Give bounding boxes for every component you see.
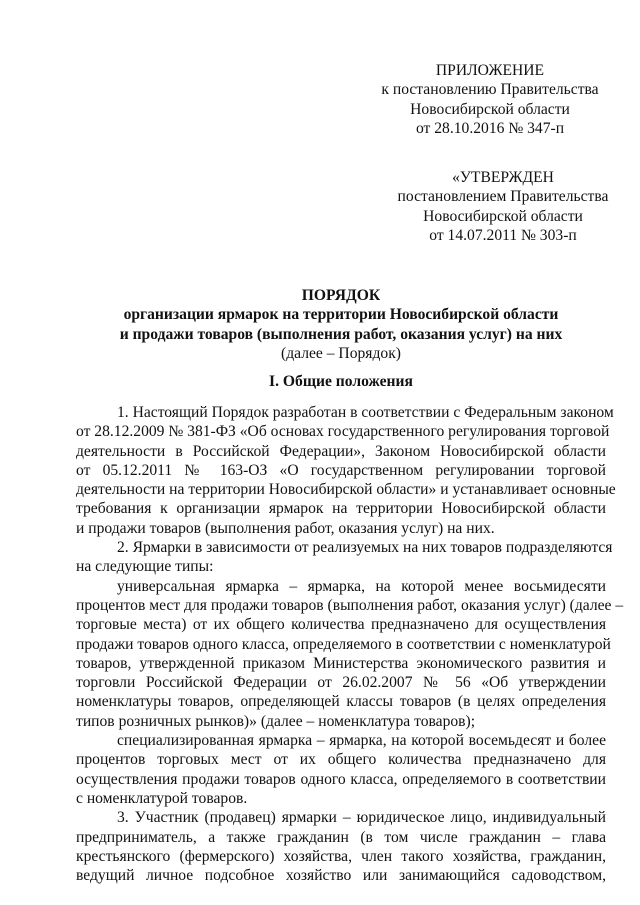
body-line: универсальная ярмарка – ярмарка, на которой менее восьмидесяти: [117, 577, 606, 595]
body-line: крестьянского (фермерского) хозяйства, член такого хозяйства, гражданин,: [76, 847, 606, 865]
appendix-title: ПРИЛОЖЕНИЕ: [435, 62, 545, 79]
document-heading: ПОРЯДОК: [301, 287, 381, 304]
body-line: ведущий личное подсобное хозяйство или занимающийся садоводством,: [76, 867, 606, 885]
approval-date-number: от 14.07.2011 № 303-п: [429, 226, 577, 244]
body-line: 1. Настоящий Порядок разработан в соответствии с Федеральным законом: [117, 404, 614, 421]
body-line: процентов мест для продажи товаров (выполнения работ, оказания услуг) (далее –: [76, 596, 624, 614]
body-line: предприниматель, а также гражданин (в том числе гражданин – глава: [76, 828, 606, 846]
body-line: и продажи товаров (выполнения работ, оказания услуг) на них.: [76, 519, 495, 537]
document-short-name: (далее – Порядок): [281, 344, 401, 362]
body-line: требования к организации ярмарок на территории Новосибирской области: [76, 500, 606, 518]
body-line: деятельности в Российской Федерации», Законом Новосибирской области: [76, 442, 606, 460]
body-line: деятельности на территории Новосибирской области» и устанавливает основные: [76, 481, 616, 499]
document-title-block: [76, 286, 606, 363]
body-line: типов розничных рынков)» (далее – номенклатура товаров);: [76, 712, 476, 730]
body-line: торговые места) от их общего количества предназначено для осуществления: [76, 616, 606, 634]
approval-stamp-block: [380, 168, 626, 245]
document-subtitle: и продажи товаров (выполнения работ, оказания услуг) на них: [119, 325, 563, 343]
body-line: от 05.12.2011 № 163-ОЗ «О государственном регулировании торговой: [76, 461, 606, 479]
body-line: от 28.12.2009 № 381-ФЗ «Об основах государственного регулирования торговой: [76, 423, 610, 441]
appendix-block: [380, 61, 600, 138]
body-text: [76, 403, 624, 885]
body-line: процентов торговых мест от их общего количества предназначено для: [76, 751, 606, 769]
approval-title: «УТВЕРЖДЕН: [452, 169, 554, 186]
appendix-date-number: от 28.10.2016 № 347-п: [415, 119, 565, 137]
appendix-line: к постановлению Правительства: [381, 81, 599, 99]
body-line: продажи товаров одного класса, определяемого в соответствии с номенклатурой: [76, 635, 611, 653]
body-line: с номенклатурой товаров.: [76, 789, 248, 807]
body-line: 2. Ярмарки в зависимости от реализуемых на них товаров подразделяются: [117, 539, 613, 557]
body-line: товаров, утвержденной приказом Министерства экономического развития и: [76, 654, 606, 672]
appendix-line: Новосибирской области: [410, 100, 570, 118]
section-heading: I. Общие положения: [269, 373, 413, 390]
approval-line: Новосибирской области: [423, 207, 583, 225]
body-line: номенклатуры товаров, определяющей классы товаров (в целях определения: [76, 693, 606, 711]
body-line: 3. Участник (продавец) ярмарки – юридическое лицо, индивидуальный: [117, 809, 606, 827]
body-line: специализированная ярмарка – ярмарка, на которой восемьдесят и более: [117, 732, 606, 750]
body-line: на следующие типы:: [76, 558, 214, 576]
document-subtitle: организации ярмарок на территории Новосибирской области: [123, 306, 559, 324]
approval-line: постановлением Правительства: [397, 188, 609, 206]
body-line: торговли Российской Федерации от 26.02.2007 № 56 «Об утверждении: [76, 674, 606, 692]
body-line: осуществления продажи товаров одного класса, определяемого в соответствии: [76, 770, 606, 788]
